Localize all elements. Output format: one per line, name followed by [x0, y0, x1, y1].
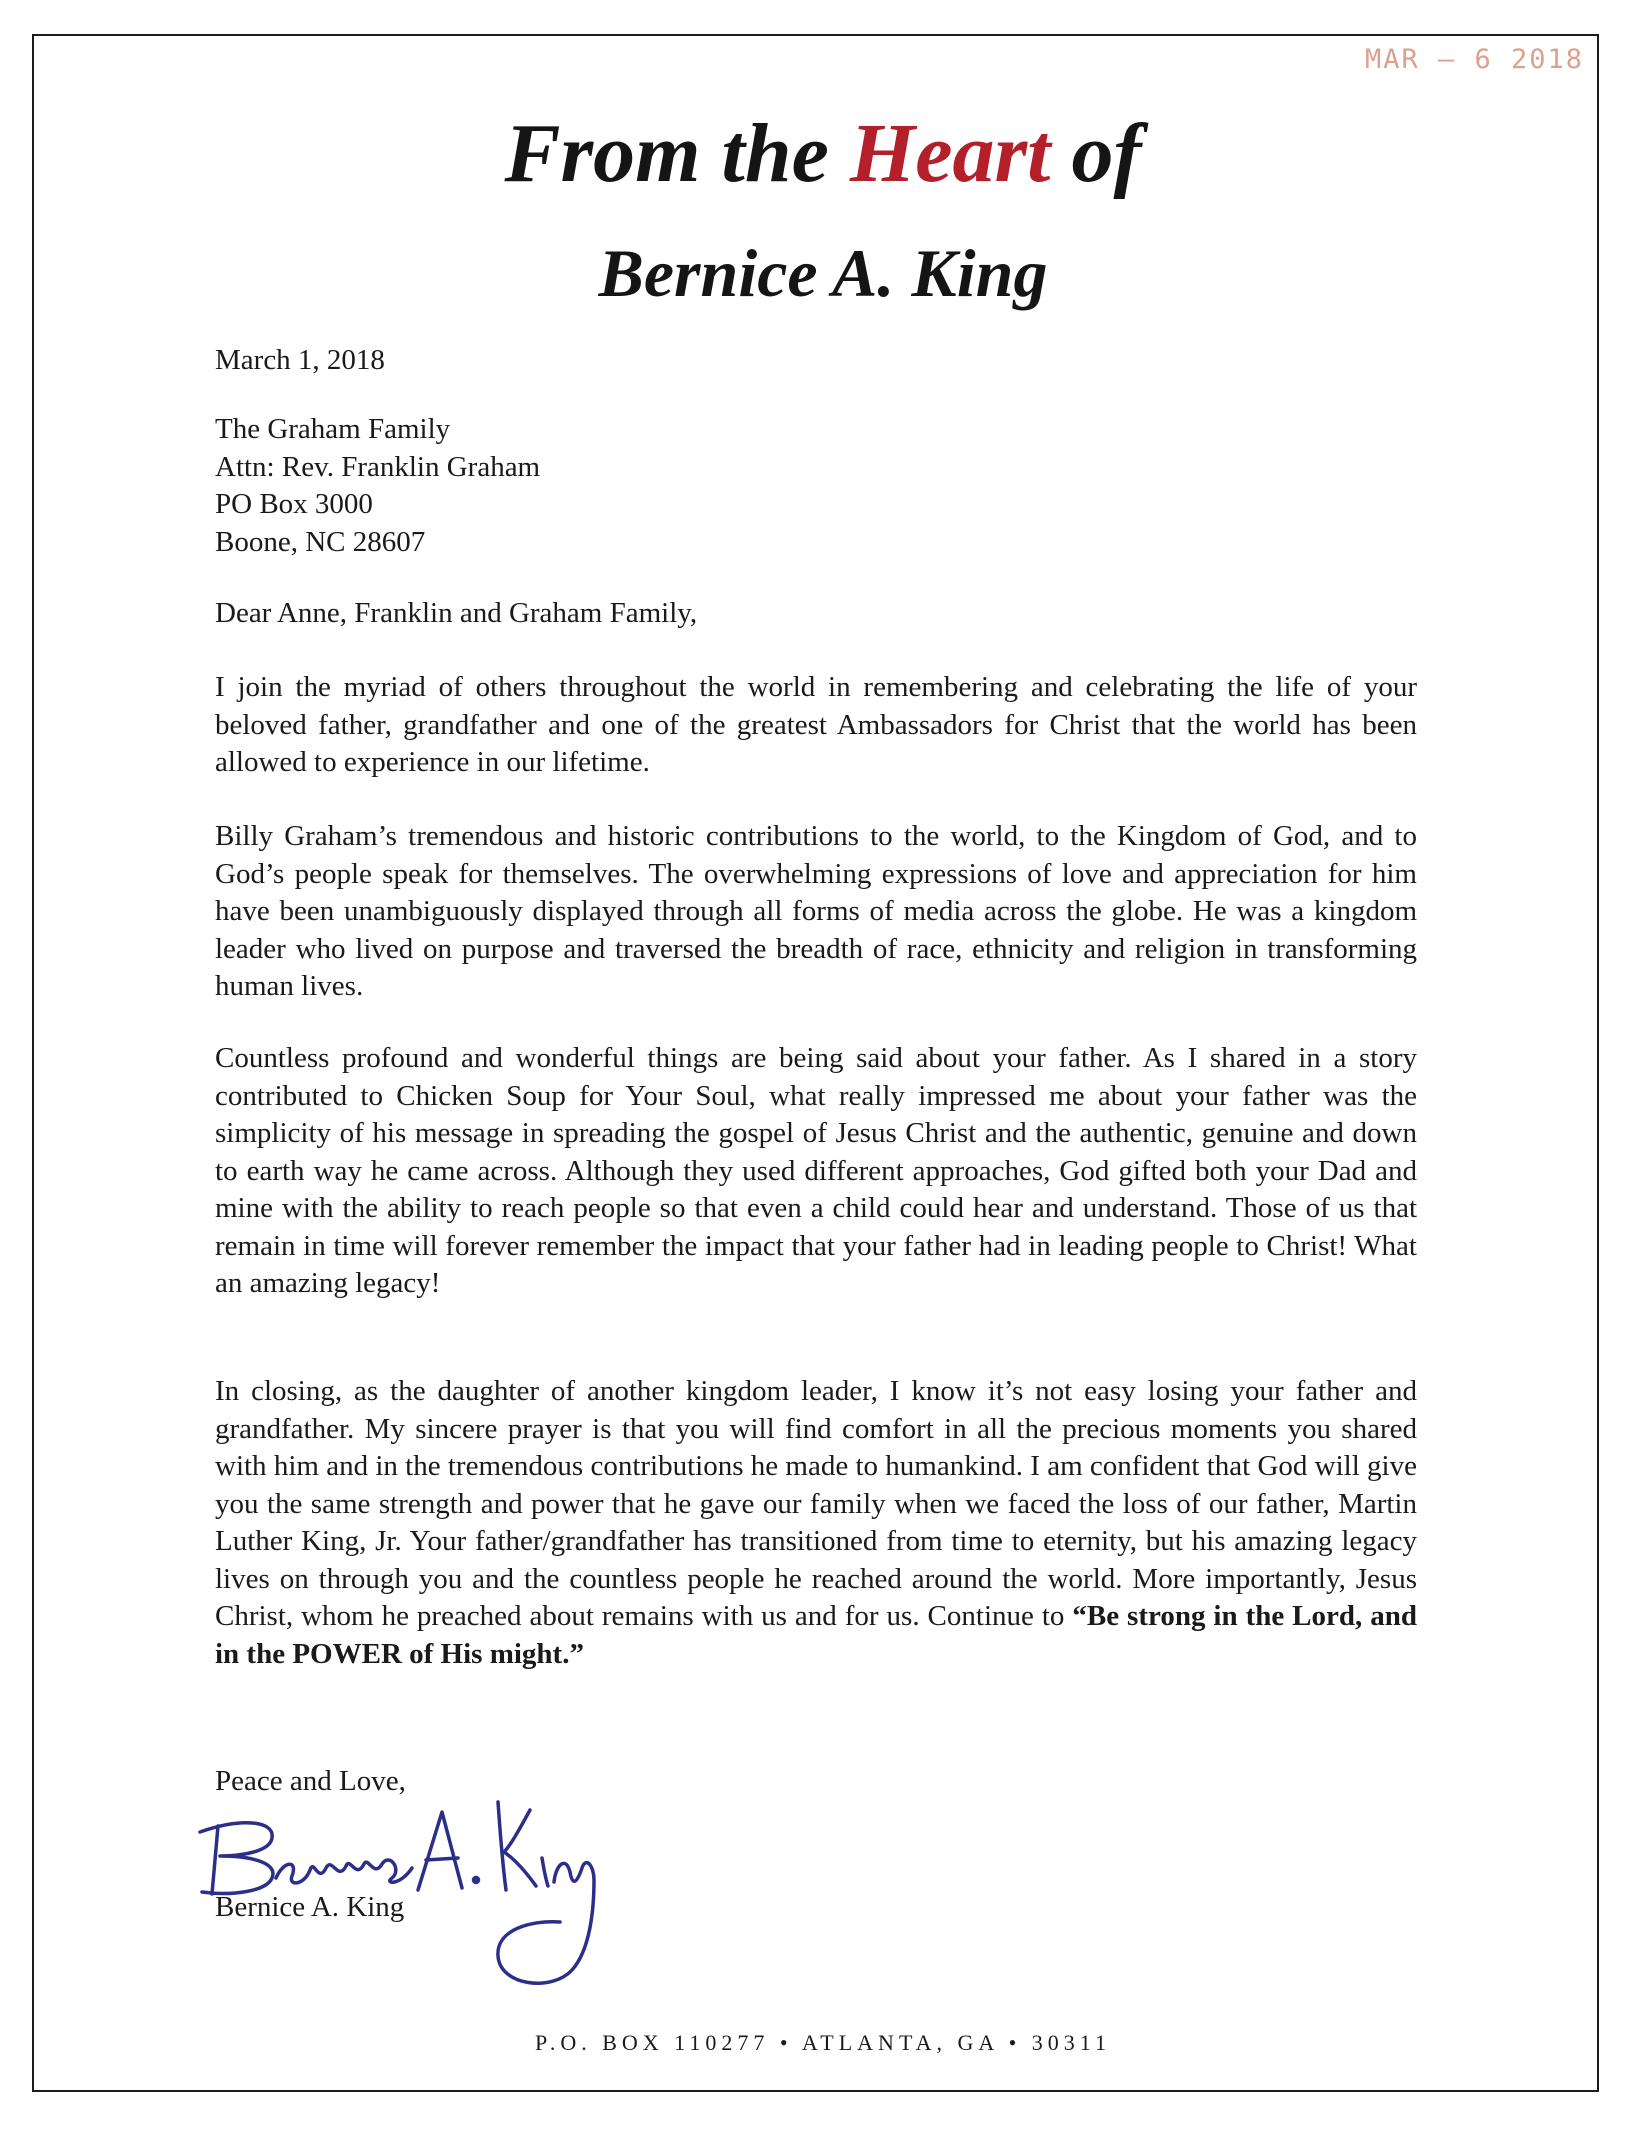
letterhead-title [0, 104, 1646, 204]
footer-address: P.O. BOX 110277 • ATLANTA, GA • 30311 [535, 2030, 1111, 2055]
letterhead [0, 104, 1646, 318]
salutation: Dear Anne, Franklin and Graham Family, [215, 597, 698, 629]
paragraph-1: I join the myriad of others throughout the world in remembering and celebrating the life of your beloved father, grandfather and one of the greatest Ambassadors for Christ that the world has been allowed to experience in our lifetime. [215, 671, 1417, 778]
paragraph-closing [215, 1373, 1417, 1673]
closing-scripture-quote: “Be strong in the Lord, and in the POWER of His might.” [215, 1600, 1417, 1670]
address-line: Boone, NC 28607 [215, 525, 426, 558]
letterhead-of: of [1050, 107, 1142, 200]
letter-date: March 1, 2018 [215, 344, 385, 376]
letterhead-heart: Heart [849, 107, 1051, 200]
handwritten-signature [180, 1760, 660, 2000]
address-line: Attn: Rev. Franklin Graham [215, 450, 541, 483]
address-line: The Graham Family [215, 413, 451, 445]
signoff: Peace and Love, [215, 1765, 406, 1797]
received-date-stamp: MAR – 6 2018 [1365, 44, 1585, 75]
recipient-address [215, 411, 1417, 561]
paragraph-2: Billy Graham’s tremendous and historic contributions to the world, to the Kingdom of God, and to God’s people speak for themselves. The overwhelming expressions of love and appreciation for him have been unambiguously displayed through all forms of media across the globe. He was a kingdom leader who lived on purpose and traversed the breadth of race, ethnicity and religion in transforming human lives. [215, 820, 1417, 1002]
signer-name: Bernice A. King [215, 1891, 405, 1923]
closing-text: In closing, as the daughter of another kingdom leader, I know it’s not easy losing your father and grandfather. My sincere prayer is that you will find comfort in all the precious moments you shared with him and in the tremendous contributions he made to humankind. I am confident that God will give you the same strength and power that he gave our family when we faced the loss of our father, Martin Luther King, Jr. Your father/grandfather has transitioned from time to eternity, but his amazing legacy lives on through you and the countless people he reached around the world. More importantly, Jesus Christ, whom he preached about remains with us and for us. Continue to [215, 1375, 1417, 1632]
address-line: PO Box 3000 [215, 488, 373, 520]
paragraph-3: Countless profound and wonderful things are being said about your father. As I shared in a story contributed to Chicken Soup for Your Soul, what really impressed me about your father was the simplicity of his message in spreading the gospel of Jesus Christ and the authentic, genuine and down to earth way he came across. Although they used different approaches, God gifted both your Dad and mine with the ability to reach people so that even a child could hear and understand. Those of us that remain in time will forever remember the impact that your father had in leading people to Christ! What an amazing legacy! [215, 1042, 1417, 1299]
letterhead-from-the: From the [504, 107, 850, 200]
letterhead-name: Bernice A. King [598, 235, 1048, 311]
